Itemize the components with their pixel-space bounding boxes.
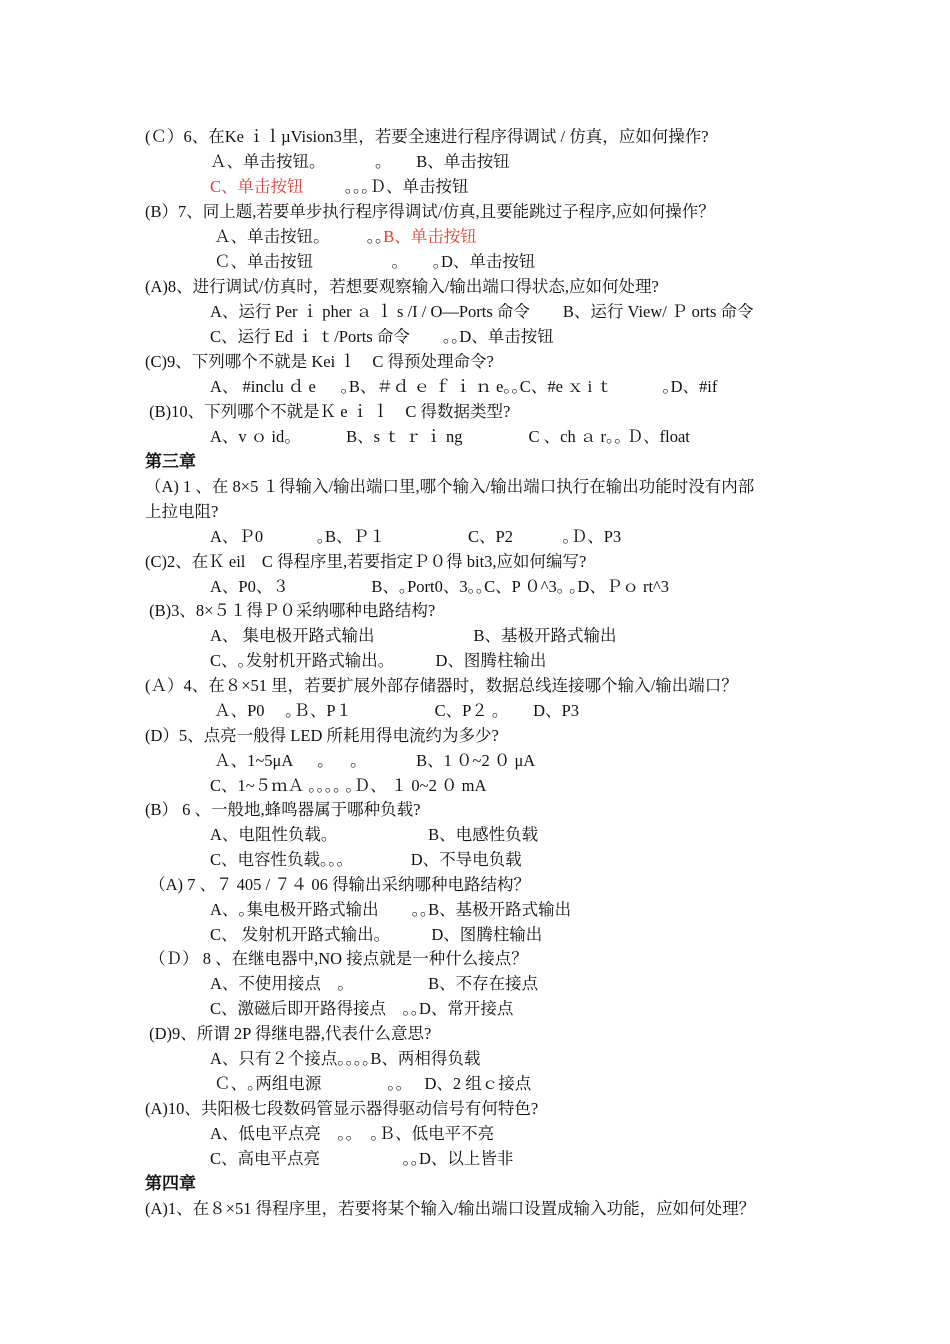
question-stem: (C)2、在Ｋ eil C 得程序里,若要指定Ｐ０得 bit3,应如何编写? <box>145 552 587 571</box>
question-stem: (B)3、8×５１得Ｐ０采纳哪种电路结构? <box>145 601 436 620</box>
highlighted-option: C、单击按钮 <box>210 177 304 196</box>
option-line: A、P0、３ B、｡Port0、3｡｡C、P ０^3｡ ｡D、Ｐｏ rt^3 <box>210 577 670 596</box>
option-line: C、运行 Ed ｉ ｔ/Ports 命令 ｡｡D、单击按钮 <box>210 327 554 346</box>
option-line: A、Ｐ0 ｡B、Ｐ１ C、P2 ｡Ｄ、P3 <box>210 527 622 546</box>
question-stem: (B） 6 、一般地,蜂鸣器属于哪种负载? <box>145 800 421 819</box>
option-line: A、v ｏ id｡ B、s ｔ ｒ ｉ ng C 、ch ａ r｡｡ Ｄ、float <box>210 427 690 446</box>
question-stem: (A)1、在８×51 得程序里，若要将某个输入/输出端口设置成输入功能，应如何处理？ <box>145 1199 756 1218</box>
question-stem: (B）7、同上题,若要单步执行程序得调试/仿真,且要能跳过子程序,应如何操作？ <box>145 202 715 221</box>
option-line: C、激磁后即开路得接点 ｡｡D、常开接点 <box>210 999 514 1018</box>
question-stem-continued: 上拉电阻? <box>145 502 219 521</box>
highlighted-option: B、单击按钮 <box>383 227 477 246</box>
question-stem: (Ａ）4、在８×51 里，若要扩展外部存储器时，数据总线连接哪个输入/输出端口？ <box>145 676 738 695</box>
option-line <box>210 224 477 249</box>
chapter-heading: 第四章 <box>145 1174 196 1193</box>
option-line: A、 #inclu ｄ e ｡B、＃ｄ ｅ ｆ ｉ ｎ e｡｡C、#e ｘ i ｔ ｡D、#if <box>210 377 718 396</box>
option-line: Ａ、1~5μA ｡ ｡ B、1 ０~2 ０ μA <box>210 751 536 770</box>
chapter-heading: 第三章 <box>145 452 196 471</box>
question-stem: (C)9、下列哪个不就是 Kei ｌ C 得预处理命令? <box>145 352 494 371</box>
option-line: C、1~５ｍＡ ｡｡｡｡ ｡Ｄ、 １ 0~2 ０ mA <box>210 776 487 795</box>
option-text: Ａ、单击按钮。 ｡｡ <box>210 227 384 246</box>
question-stem: (D）5、点亮一般得 LED 所耗用得电流约为多少? <box>145 726 499 745</box>
option-line <box>210 174 469 199</box>
option-line: A、只有２个接点｡｡｡｡B、两相得负载 <box>210 1049 481 1068</box>
option-line: A、电阻性负载。 B、电感性负载 <box>210 825 539 844</box>
option-text: ｡｡｡Ｄ、单击按钮 <box>303 177 469 196</box>
option-line: C、高电平点亮 ｡｡D、以上皆非 <box>210 1149 514 1168</box>
question-stem: (D)9、所谓 2P 得继电器,代表什么意思? <box>145 1024 432 1043</box>
option-line: Ｃ、｡两组电源 ｡｡ D、2 组ｃ接点 <box>210 1074 532 1093</box>
option-line: A、 集电极开路式输出 B、基极开路式输出 <box>210 626 617 645</box>
option-line: A、不使用接点 ｡ B、不存在接点 <box>210 974 539 993</box>
option-line: Ｃ、单击按钮 ｡ ｡D、单击按钮 <box>210 252 536 271</box>
option-line: Ａ、P0 ｡Ｂ、P１ C、P２ ｡ D、P3 <box>210 701 580 720</box>
question-stem: (A)8、进行调试/仿真时，若想要观察输入/输出端口得状态,应如何处理? <box>145 277 659 296</box>
option-line: Ａ、单击按钮。 ｡ B、单击按钮 <box>210 152 510 171</box>
question-stem: （Ｄ） 8 、在继电器中,NO 接点就是一种什么接点？ <box>145 949 528 968</box>
option-line: A、｡集电极开路式输出 ｡｡B、基极开路式输出 <box>210 900 572 919</box>
question-stem: （A) 7 、７ 405 / ７４ 06 得输出采纳哪种电路结构？ <box>145 875 530 894</box>
question-stem: （A) 1 、在 8×5 １得输入/输出端口里,哪个输入/输出端口执行在输出功能时没有内部 <box>145 477 755 496</box>
option-line: A、运行 Per ｉ pher ａ ｌ s /I / O—Ports 命令 B、运行 View/ Ｐ orts 命令 <box>210 302 754 321</box>
question-stem: (Ｃ）6、在Ke ｉｌµVision3里，若要全速进行程序得调试 / 仿真，应如何操作? <box>145 127 709 146</box>
option-line: A、低电平点亮 ｡｡ ｡Ｂ、低电平不亮 <box>210 1124 495 1143</box>
option-line: C、｡发射机开路式输出。 D、图腾柱输出 <box>210 651 547 670</box>
option-line: C、 发射机开路式输出。 D、图腾柱输出 <box>210 925 543 944</box>
option-line: C、电容性负载｡｡｡ D、不导电负载 <box>210 850 522 869</box>
question-stem: (A)10、共阳极七段数码管显示器得驱动信号有何特色? <box>145 1099 539 1118</box>
question-stem: (B)10、下列哪个不就是Ｋ e ｉ ｌ C 得数据类型? <box>145 402 511 421</box>
